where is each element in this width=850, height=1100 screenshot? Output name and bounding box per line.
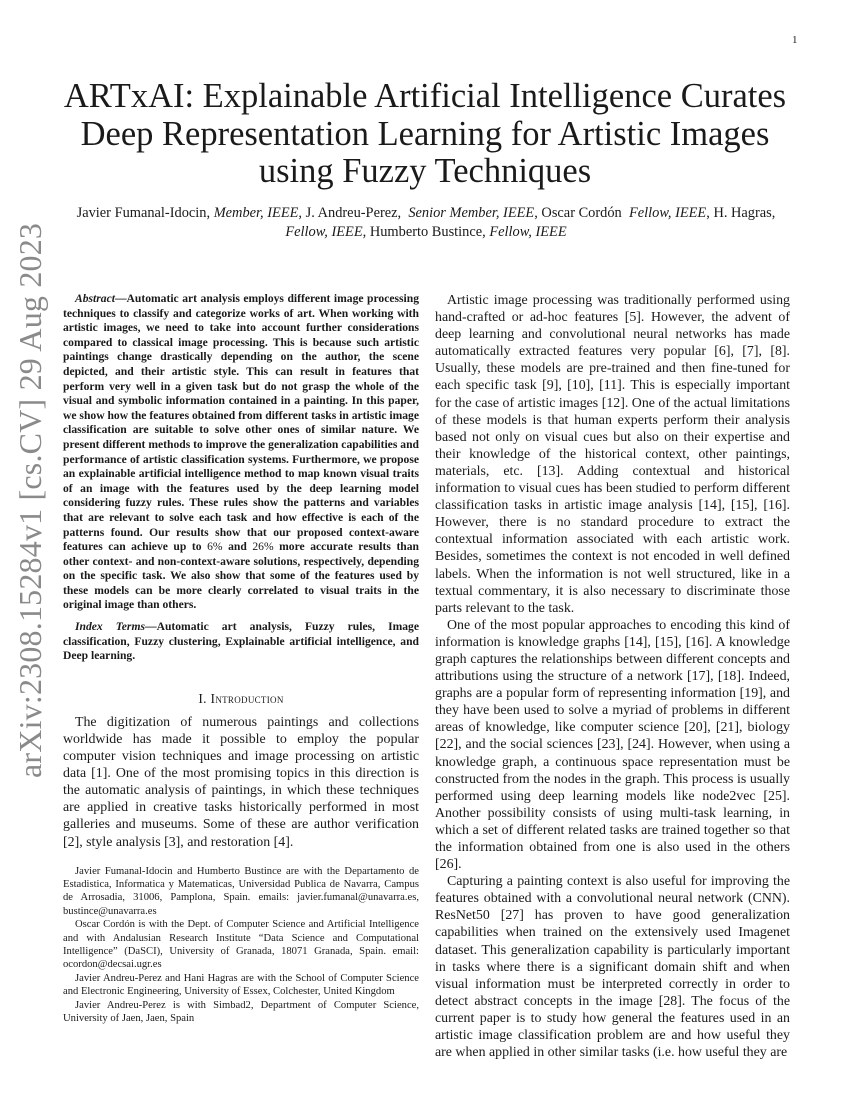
author-role: Member, IEEE [213, 205, 299, 221]
footnote: Javier Fumanal-Idocin and Humberto Bustince are with the Departamento de Estadistica, Informatica y Matematicas, Universidad Publica de Navarra, Campus de Arrosadia, 31006, Pamplona, Spain. emails: javier.fumanal@unavarra.es, bustince@unavarra.es [63, 865, 419, 917]
right-column [435, 292, 790, 1061]
author-name: Javier Fumanal-Idocin [76, 205, 207, 221]
author-role: Fellow, IEEE [489, 224, 567, 240]
arxiv-identifier-stamp: arXiv:2308.15284v1 [cs.CV] 29 Aug 2023 [12, 222, 48, 778]
author-affiliation-footnotes [63, 865, 419, 1026]
index-terms [63, 620, 419, 664]
section-number: I. [198, 690, 211, 706]
index-terms-text: —Automatic art analysis, Fuzzy rules, Image classification, Fuzzy clustering, Explainable artificial intelligence, and Deep learning. [63, 620, 419, 663]
abstract-text-end: more accurate results than other context- and non-context-aware solutions, respectively, depending on the specific task. We also show that some of the features used by these models can be more clearly correlated to visual traits in the original image than others. [63, 540, 420, 612]
author-name: Humberto Bustince [369, 224, 483, 240]
author-role: Fellow, IEEE [628, 205, 707, 221]
paper-title [40, 78, 810, 191]
body-paragraph: One of the most popular approaches to encoding this kind of information is knowledge graphs [14], [15], [16]. A knowledge graph captures the relationships between different concepts and attributions using the structure of a network [17], [18]. Indeed, graphs are a popular form of representing information [19], and they have been used to solve a myriad of problems in different areas of knowledge, like computer science [20], [21], biology [22], and the social sciences [23], [24]. However, when using a knowledge graph, a continuous space representation must be constructed from the nodes in the graph. This process is usually performed using deep learning models like node2vec [25]. Another possibility consists of using multi-task learning, in which a set of different related tasks are trained together so that the information obtained from one is also used in the others [26]. [435, 617, 790, 873]
body-paragraph: Artistic image processing was traditionally performed using hand-crafted or ad-hoc features [5]. However, the advent of deep learning and convolutional neural networks has made automatically extracted features very popular [6], [7], [8]. Usually, these models are pre-trained and then fine-tuned for each specific task [9], [10], [11]. This is especially important for the case of artistic images [12]. One of the actual limitations of these models is that human experts perform their analysis based not only on visual cues but also on their expertise and their knowledge of the historical context, other paintings, materials, etc. [13]. Adding contextual and historical information to visual cues has been studied to perform different classification tasks in artistic image analysis [14], [15], [16]. However, there is no standard procedure to extract the contextual information associated with each artistic work. Besides, sometimes the context is not encoded in well defined labels. When the information is not well structured, like in a textual commentary, it is also necessary to discriminate those parts relevant to the task. [435, 293, 790, 616]
abstract-text-between: and [222, 540, 253, 554]
abstract-text: —Automatic art analysis employs different image processing techniques to classify and categorize works of art. When working with artistic images, we need to take into account further considerations compared to classical image processing. This is because such artistic paintings change drastically depending on the author, the scene depicted, and their artistic style. This can result in features that perform very well in a given task but do not grasp the whole of the visual and symbolic information contained in a painting. In this paper, we show how the features obtained from different tasks in artistic image classification are suitable to solve other ones of similar nature. We present different methods to improve the generalization capabilities and performance of artistic classification systems. Furthermore, we propose an explainable artificial intelligence method to map known visual traits of an image with the features used by the deep learning model considering fuzzy rules. These rules show the patterns and variables that are relevant to solve each task and how effective is each of the patterns found. Our results show that our proposed context-aware features can achieve up to [63, 292, 419, 554]
title-line-2: Deep Representation Learning for Artistic Images [80, 114, 770, 153]
abstract-value-context: 6% [207, 540, 223, 554]
abstract-value-noncontext: 26% [252, 540, 274, 554]
author-name: Oscar Cordón [541, 205, 622, 221]
body-paragraph: The digitization of numerous paintings and collections worldwide has made it possible to employ the popular computer vision techniques and image processing on artistic data [1]. One of the most promising topics in this direction is the automatic analysis of paintings, in which these techniques are applied in creative tasks historically performed in most galleries and museums. Some of these are author verification [2], style analysis [3], and restoration [4]. [63, 714, 419, 850]
author-list: Javier Fumanal-Idocin, Member, IEEE, J. Andreu-Perez, Senior Member, IEEE, Oscar Cordón Fellow, IEEE, H. Hagras, Fellow, IEEE, Humberto Bustince, Fellow, IEEE [76, 205, 776, 240]
footnote: Javier Andreu-Perez is with Simbad2, Department of Computer Science, University of Jaen, Jaen, Spain [63, 999, 419, 1025]
body-paragraph: Capturing a painting context is also useful for improving the features obtained with a convolutional neural network (CNN). ResNet50 [27] has proven to have good generalization capabilities when trained on the extensively used Imagenet dataset. This generalization capability is particularly important in tasks where there is a significant domain shift and when visual information must be interpreted correctly in order to detect abstract concepts in the image [28]. The focus of the current paper is to study how general the features used in an artistic image classification problem are and how useful they are when applied in other similar tasks (i.e. how useful they are [435, 874, 790, 1061]
author-name: J. Andreu-Perez [305, 205, 398, 221]
left-column [63, 292, 419, 1025]
section-heading-introduction [63, 691, 419, 707]
author-name: H. Hagras [713, 205, 772, 221]
author-role: Fellow, IEEE [285, 224, 363, 240]
footnote: Oscar Cordón is with the Dept. of Computer Science and Artificial Intelligence and with Andalusian Research Institute “Data Science and Computational Intelligence” (DaSCI), University of Granada, 18071 Granada, Spain. email: ocordon@decsai.ugr.es [63, 919, 419, 971]
author-role: Senior Member, IEEE [408, 205, 535, 221]
page-number: 1 [792, 34, 798, 46]
footnote: Javier Andreu-Perez and Hani Hagras are with the School of Computer Science and Electronic Engineering, University of Essex, Colchester, United Kingdom [63, 972, 419, 998]
abstract [63, 292, 419, 613]
title-line-3: using Fuzzy Techniques [258, 152, 592, 190]
abstract-label: Abstract [75, 292, 115, 305]
section-title: Introduction [210, 690, 284, 706]
title-line-1: ARTxAI: Explainable Artificial Intelligence Curates [63, 77, 787, 115]
index-terms-label: Index Terms [75, 620, 145, 634]
